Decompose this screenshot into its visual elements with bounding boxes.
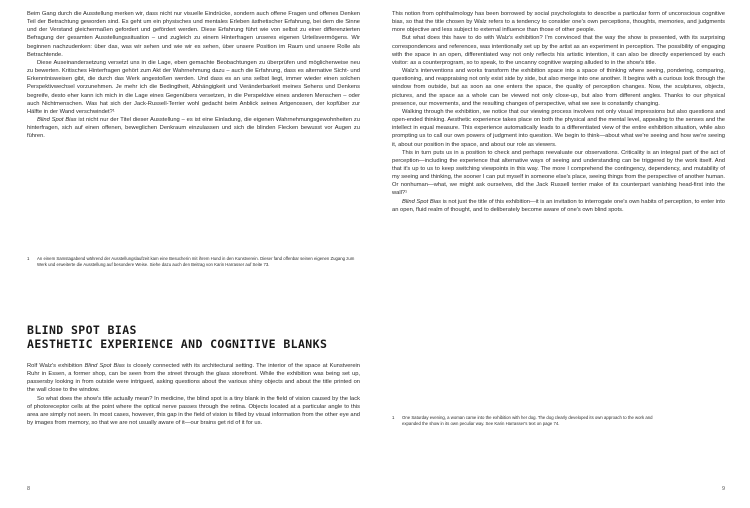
english-intro-block [27,362,360,427]
left-page [27,0,360,508]
german-paragraph: Blind Spot Bias ist nicht nur der Titel dieser Ausstellung – es ist eine Einladung, die eigenen Wahrnehmungsgewohnheiten zu hinterfragen, sich auf einen offenen, beweglichen Denkraum einzulassen und sich die blinden Flecken bewusst vor Augen zu führen. [27,117,361,140]
footnote-number: 1 [27,256,30,261]
page-number: 9 [721,486,725,492]
footnote-text: An einem Samstagabend während der Ausstellungslaufzeit kam eine Besucherin mit ihrem Hund in den Kunstverein. Dieser fand offenbar seinen eigenen Zugang zum Werk und erweiterte die Ausstellung auf besondere Weise. Siehe dazu auch den Beitrag von Karin Harrasser auf Seite 73. [37,256,355,267]
page-number: 8 [27,486,31,492]
german-text-block [27,10,360,141]
heading-subtitle: AESTHETIC EXPERIENCE AND COGNITIVE BLANKS [27,337,328,351]
german-paragraph: Diese Auseinandersetzung versetzt uns in die Lage, eben gemachte Beobachtungen zu überprüfen und möglicherweise neu zu bewerten. Kritisches Hinterfragen gehört zum Akt der Wahrnehmung dazu – auch die Erfahrung, dass es alternative Sicht- und Erkenntnisweisen gibt, die durch das Werk angestoßen werden. Und dass es an uns selbst liegt, immer wieder einen solchen Perspektivwechsel vorzunehmen. Je mehr ich die Bedingtheit, Abhängigkeit und Veränderbarkeit meines Sehens und Denkens begreife, desto eher kann ich mich in die Lage eines Gegenübers versetzen, in die Perspektive eines anderen Menschen – oder auch Nichtmenschen. Was hat sich der Jack-Russell-Terrier wohl gedacht beim Anblick seines Artgenossen, der kopfüber zur Hälfte in der Wand verschwindet?¹ [27,59,360,115]
english-text-block [392,10,725,214]
section-heading [27,323,360,351]
german-paragraph: Beim Gang durch die Ausstellung merken wir, dass nicht nur visuelle Eindrücke, sondern auch offene Fragen und offenes Denken Teil der Betrachtung geworden sind. Es geht um ein physisches und mentales Erleben ästhetischer Erfahrung, bei dem die Sinne und der Verstand gleichermaßen gefordert und gefördert werden. Diese Erfahrung führt wie von selbst zu einer differenzierten Befragung der gesamten Ausstellungssituation – und zugleich zu einem Hinterfragen unseres eigenen Urteilsvermögens. Wir beginnen nachzudenken: über das, was wir sehen und wie wir es sehen, über unsere Position im Raum und unsere Rolle als Betrachtende. [27,11,360,58]
english-paragraph: So what does the show's title actually mean? In medicine, the blind spot is a tiny blank in the field of vision caused by the lack of photoreceptor cells at the point where the optical nerve passes through the retina. Objects located at a particular angle to this area are simply not seen. In most cases, however, this gap in the field of vision is filled by visual information from the other eye and by images from memory, so that we are not usually aware of it—our brains get rid of it for us. [27,395,360,427]
english-paragraph: Blind Spot Bias is not just the title of this exhibition—it is an invitation to interrogate one's own habits of perception, to enter into an open, fluid realm of thought, and to deliberately become aware of one's own blind spots. [392,198,725,213]
heading-title: BLIND SPOT BIAS [27,323,137,337]
english-paragraph: Walking through the exhibition, we notice that our viewing process involves not only visual impressions but also questions and open-ended thinking. Aesthetic experience takes place on both the physical and the mental level, appealing to the senses and the intellect in equal measure. This experience automatically leads to a differentiated view of the entire exhibition situation, while also prompting us to call our own powers of judgment into question. We begin to think—about what we're seeing and how we're seeing it, about our position in the space, and about our role as viewers. [392,108,725,148]
footnote-text: One Saturday evening, a woman came into the exhibition with her dog. The dog clearly developed its own approach to the work and expanded the show in its own peculiar way. See Karin Harrasser's text on page 74. [402,415,653,426]
right-page [392,0,725,508]
english-paragraph: This in turn puts us in a position to check and perhaps reevaluate our observations. Criticality is an integral part of the act of perception—including the experience that alternative ways of seeing and understanding can be triggered by the work itself. And that it's up to us to keep switching viewpoints in this way. The more I comprehend the contingency, dependency, and mutability of my seeing and thinking, the sooner I can put myself in someone else's place, seeing things from the perspective of another human. Or nonhuman—what, we might ask ourselves, did the Jack Russell terrier make of its counterpart vanishing head-first into the wall?¹ [392,149,725,197]
english-paragraph: Walz's interventions and works transform the exhibition space into a space of thinking where seeing, pondering, comparing, questioning, and reappraising not only exist side by side, but also merge into one another. It begins with a curious look through the window from outside, but as soon as one enters the space, the quality of perception changes. Now, the sculptures, objects, pictures, and the space as a whole can be viewed not only close-up, but also from different angles. Thanks to our physical presence, our movements, and the resulting changes of perspective, what we see is constantly changing. [392,68,725,107]
english-paragraph: But what does this have to do with Walz's exhibition? I'm convinced that the way the show is presented, with its surprising correspondences and references, was intentionally set up by the artist as an experiment in perception. The possibility of engaging with the space in an open, differentiated way not only reflects his artistic intention, it can also be directly experienced by each visitor: as a counterprogram, so to speak, to the uncanny cognitive warping alluded to in the show's title. [392,35,725,66]
english-footnote [392,415,662,426]
footnote-number: 1 [392,415,395,420]
german-footnote [27,256,360,267]
english-paragraph: Rolf Walz's exhibition Blind Spot Bias is closely connected with its architectural setting. The interior of the space at Kunstverein Ruhr in Essen, a former shop, can be seen from the street through the glass storefront. While the exhibition was being set up, passersby looking in from outside were intrigued, asking questions about the various shiny objects and about the title printed on the wall close to the window. [27,363,360,394]
english-paragraph: This notion from ophthalmology has been borrowed by social psychologists to describe a particular form of unconscious cognitive bias, so that the title chosen by Walz refers to a tendency to consider one's own perceptions, thoughts, memories, and judgments more objective and less subject to external influence than those of other people. [392,11,725,34]
